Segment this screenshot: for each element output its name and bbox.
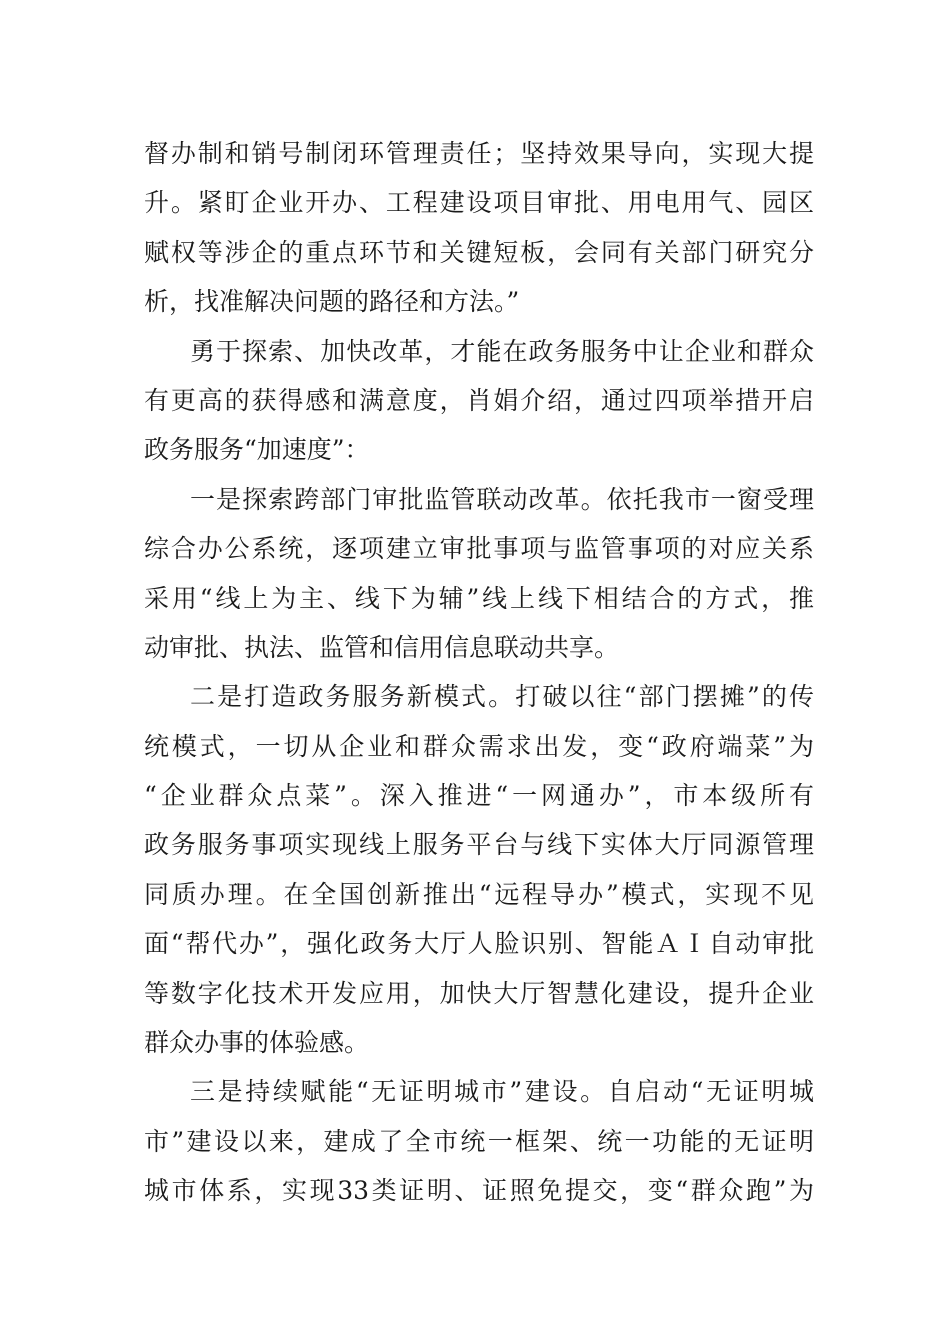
text-line: 城市体系，实现33类证明、证照免提交，变“群众跑”为: [144, 1176, 814, 1206]
text-line: 勇于探索、加快改革，才能在政务服务中让企业和群众: [190, 336, 814, 366]
text-line: 统模式，一切从企业和群众需求出发，变“政府端菜”为: [144, 731, 814, 761]
text-line: 督办制和销号制闭环管理责任；坚持效果导向，实现大提: [144, 139, 814, 168]
text-line: 政务服务“加速度”：: [144, 435, 370, 465]
text-line: 市”建设以来，建成了全市统一框架、统一功能的无证明: [144, 1126, 814, 1156]
text-line: 二是打造政务服务新模式。打破以往“部门摆摊”的传: [190, 682, 814, 712]
body-text: [144, 129, 814, 1216]
text-line: 同质办理。在全国创新推出“远程导办”模式，实现不见: [144, 879, 814, 909]
text-line: 三是持续赋能“无证明城市”建设。自启动“无证明城: [190, 1077, 814, 1107]
text-line: 面“帮代办”，强化政务大厅人脸识别、智能ＡＩ自动审批: [144, 929, 814, 959]
text-line: 综合办公系统，逐项建立审批事项与监管事项的对应关系: [144, 534, 814, 564]
text-line: 升。紧盯企业开办、工程建设项目审批、用电用气、园区: [144, 188, 814, 218]
text-line: 政务服务事项实现线上服务平台与线下实体大厅同源管理: [144, 830, 814, 860]
paragraph: [144, 475, 814, 673]
paragraph: [144, 1067, 814, 1215]
text-line: 赋权等涉企的重点环节和关键短板，会同有关部门研究分: [144, 237, 814, 267]
text-line: 群众办事的体验感。: [144, 1028, 370, 1058]
text-line: “企业群众点菜”。深入推进“一网通办”，市本级所有: [144, 781, 814, 811]
paragraph: [144, 672, 814, 1067]
text-line: 采用“线上为主、线下为辅”线上线下相结合的方式，推: [144, 583, 814, 613]
paragraph: [144, 327, 814, 475]
text-line: 析，找准解决问题的路径和方法。”: [144, 287, 520, 317]
text-line: 有更高的获得感和满意度，肖娟介绍，通过四项举措开启: [144, 385, 814, 415]
text-line: 动审批、执法、监管和信用信息联动共享。: [144, 632, 620, 662]
text-line: 一是探索跨部门审批监管联动改革。依托我市一窗受理: [190, 484, 814, 514]
text-line: 等数字化技术开发应用，加快大厅智慧化建设，提升企业: [144, 978, 814, 1008]
paragraph: [144, 129, 814, 327]
